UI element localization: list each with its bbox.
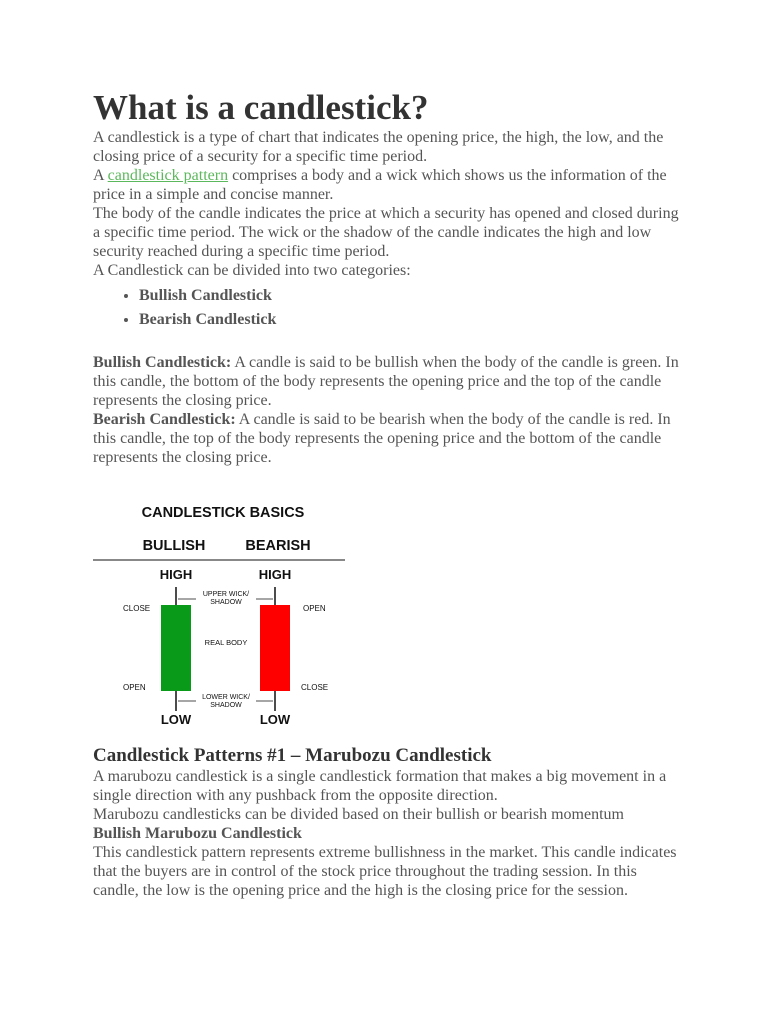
bearish-close-label: CLOSE [301,683,329,692]
intro-p2-prefix: A [93,167,108,184]
bullish-marubozu-title: Bullish Marubozu Candlestick [93,825,302,842]
bearish-header: BEARISH [245,538,311,554]
bearish-high-label: HIGH [258,567,292,582]
bullish-header: BULLISH [142,538,206,554]
real-body-label: REAL BODY [204,638,248,647]
lower-wick-label-2: SHADOW [210,702,242,709]
bearish-definition-label: Bearish Candlestick: [93,411,236,428]
bearish-open-label: OPEN [303,604,326,613]
marubozu-paragraph-3: This candlestick pattern represents extreme bullishness in the market. This candle indicates that the buyers are in control of the stock price throughout the trading session. In this candle, the low is the opening price and the high is the closing price for the session. [93,844,677,899]
section-heading-marubozu: Candlestick Patterns #1 – Marubozu Candlestick [93,745,492,766]
bullish-open-label: OPEN [123,683,146,692]
marubozu-paragraph-1: A marubozu candlestick is a single candlestick formation that makes a big movement in a single direction with any pushback from the opposite direction. [93,768,667,804]
intro-paragraph-2 [93,166,683,204]
bullish-marubozu-subheading [93,824,683,843]
bullish-definition-label: Bullish Candlestick: [93,354,232,371]
list-item: • Bullish Candlestick [139,284,683,308]
upper-wick-label-2: SHADOW [210,599,242,606]
bullish-definition-text: A candle is said to be bullish when the body of the candle is green. In this candle, the bottom of the body represents the opening price and the top of the candle represents the closing price. [93,354,679,409]
document [93,88,683,900]
intro-paragraph-4: A Candlestick can be divided into two categories: [93,262,411,279]
page-title: What is a candlestick? [93,88,429,127]
bullish-high-label: HIGH [159,567,193,582]
bearish-definition-text: A candle is said to be bearish when the body of the candle is red. In this candle, the top of the body represents the opening price and the bottom of the candle represents the closing price. [93,411,671,466]
bearish-real-body [260,605,290,691]
candlestick-pattern-link[interactable]: candlestick pattern [107,167,229,184]
upper-wick-label: UPPER WICK/ [202,591,250,598]
bullish-definition [93,353,683,410]
diagram-title: CANDLESTICK BASICS [141,505,305,521]
bullish-low-label: LOW [160,712,192,727]
intro-p2-suffix: comprises a body and a wick which shows us the information of the price in a simple and concise manner. [93,167,667,203]
intro-paragraph-1: A candlestick is a type of chart that indicates the opening price, the high, the low, and the closing price of a security for a specific time period. [93,129,664,165]
list-item: • Bearish Candlestick [139,308,683,332]
bearish-low-label: LOW [259,712,291,727]
bullish-real-body [161,605,191,691]
intro-paragraph-3: The body of the candle indicates the price at which a security has opened and closed during a specific time period. The wick or the shadow of the candle indicates the high and low security reached during a specific time period. [93,205,679,260]
lower-wick-label: LOWER WICK/ [202,694,250,701]
marubozu-paragraph-2: Marubozu candlesticks can be divided based on their bullish or bearish momentum [93,806,624,823]
bullish-close-label: CLOSE [123,604,151,613]
categories-list [93,284,683,332]
bearish-definition [93,410,683,467]
candlestick-basics-diagram [93,487,345,729]
